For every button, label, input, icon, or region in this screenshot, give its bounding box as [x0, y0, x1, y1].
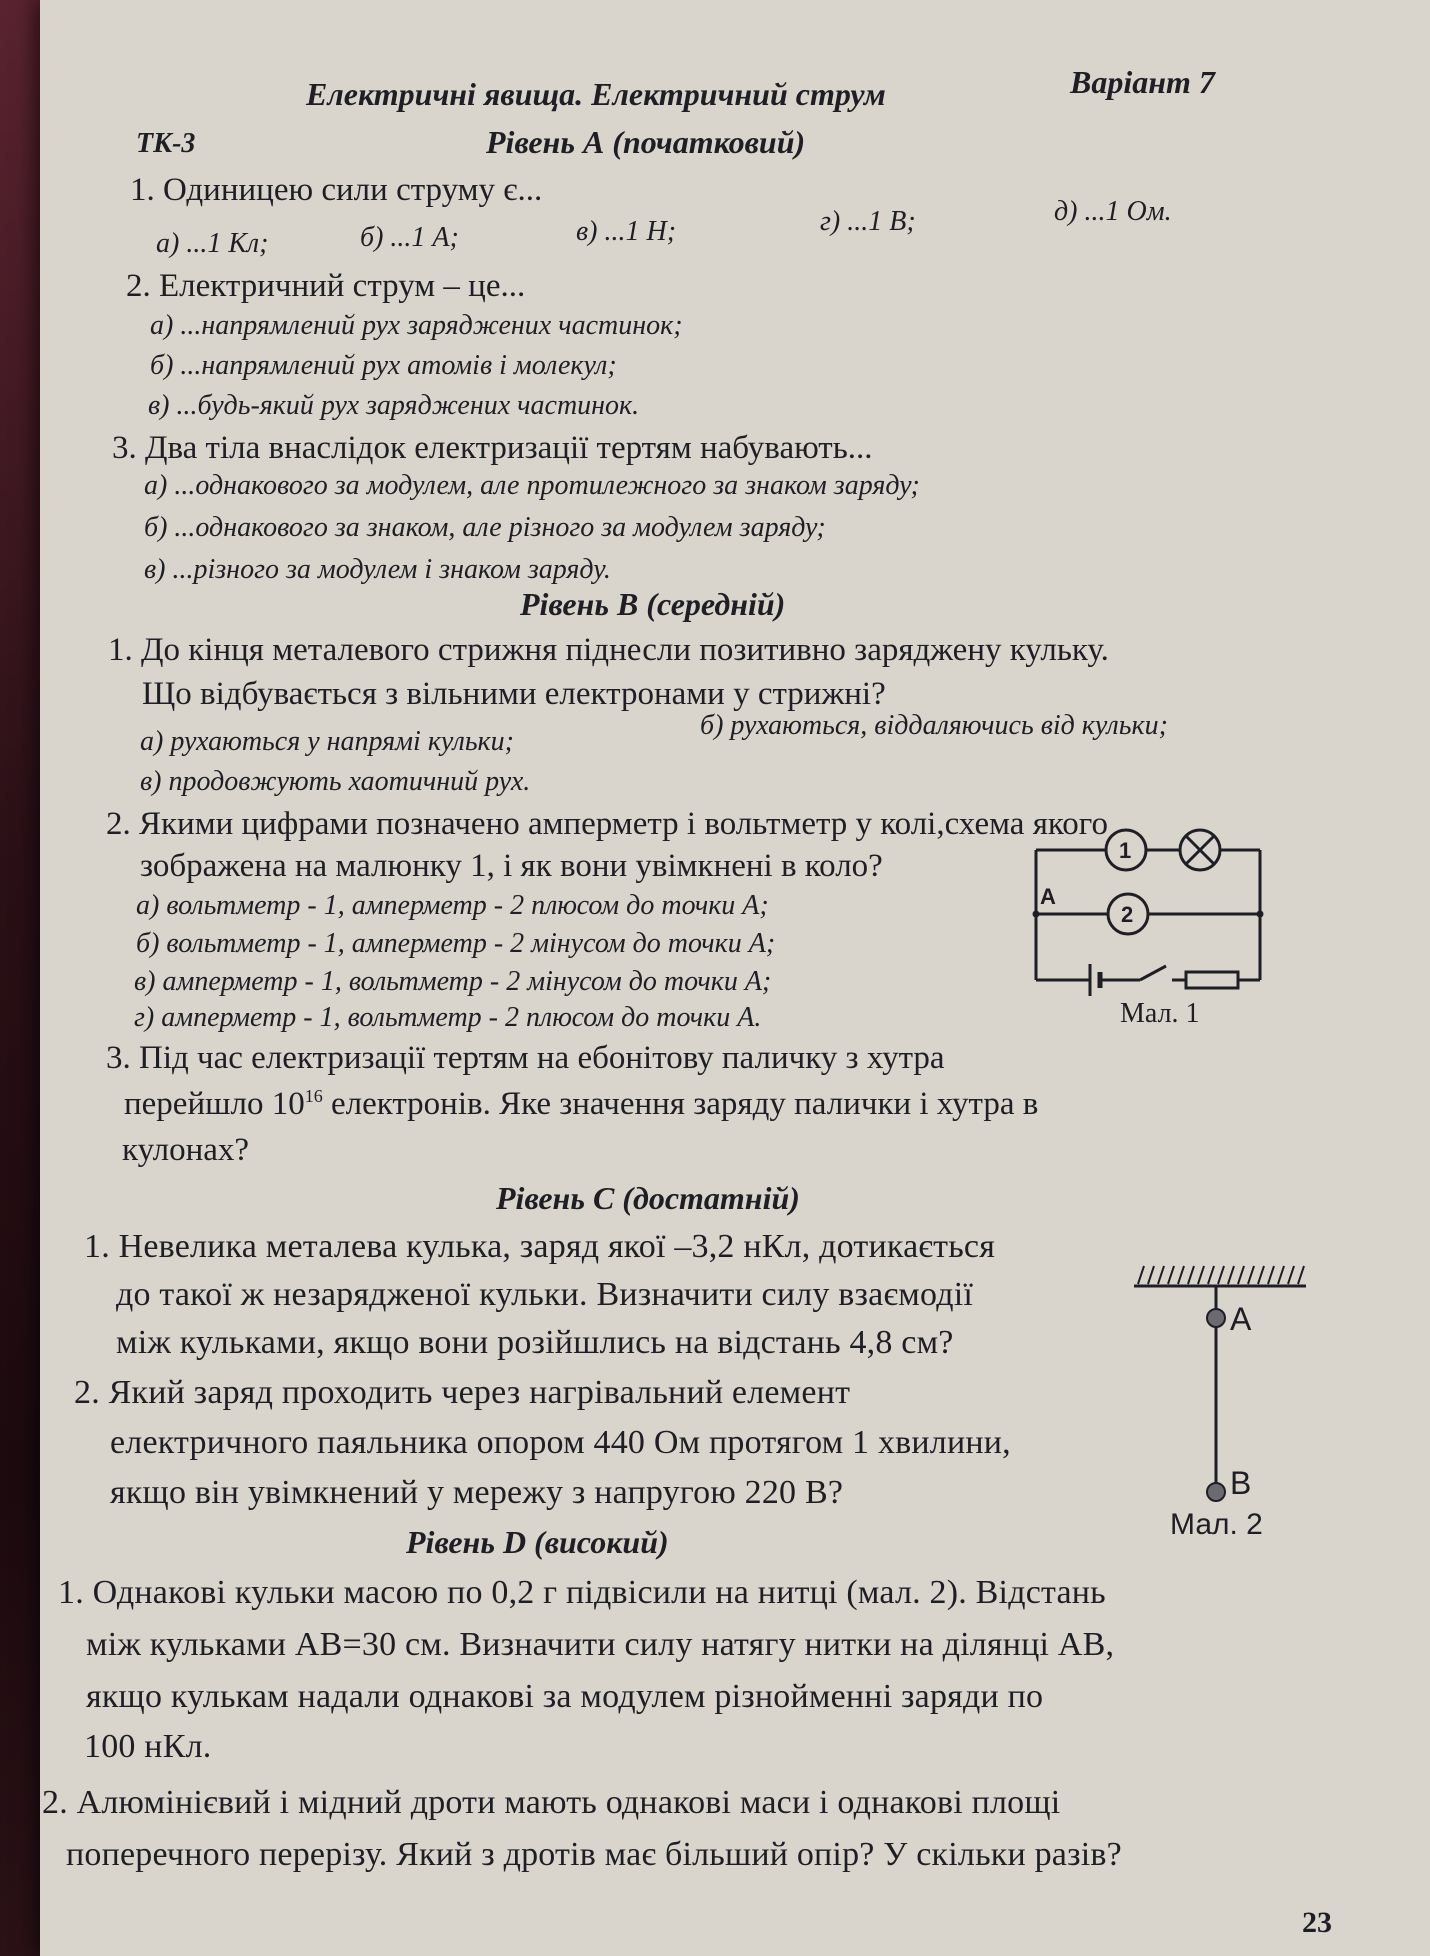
- level-b-q2-option-b: б) вольтметр - 1, амперметр - 2 мінусом до точки А;: [136, 928, 776, 959]
- meter-2-label: 2: [1121, 902, 1134, 927]
- textbook-page: [40, 0, 1430, 1956]
- level-d-q2-line-1: 2. Алюмінієвий і мідний дроти мають однакові маси і однакові площі: [42, 1784, 1061, 1821]
- level-d-q1-line-1: 1. Однакові кульки масою по 0,2 г підвісили на нитці (мал. 2). Відстань: [58, 1574, 1106, 1611]
- switch-icon: [1140, 966, 1166, 980]
- level-d-title: Рівень D (високий): [406, 1524, 669, 1560]
- level-d-q1-line-2: між кульками АВ=30 см. Визначити силу натягу нитки на ділянці АВ,: [86, 1626, 1115, 1663]
- point-a-label: A: [1040, 884, 1056, 909]
- level-b-title: Рівень В (середній): [520, 586, 786, 622]
- ball-a: [1207, 1309, 1225, 1327]
- topic-title: Електричні явища. Електричний струм: [306, 76, 886, 112]
- level-b-q2-option-d: г) амперметр - 1, вольтметр - 2 плюсом до точки А.: [134, 1002, 762, 1033]
- level-c-q1-line-3: між кульками, якщо вони розійшлись на відстань 4,8 см?: [116, 1324, 954, 1361]
- level-a-q1-option-c: в) ...1 Н;: [576, 216, 677, 247]
- level-c-title: Рівень С (достатній): [496, 1180, 800, 1216]
- resistor-icon: [1186, 972, 1238, 988]
- page-number: 23: [1302, 1906, 1332, 1939]
- level-b-q2-line-1: 2. Якими цифрами позначено амперметр і вольтметр у колі,схема якого: [106, 806, 1108, 842]
- figure-2-caption: Мал. 2: [1170, 1508, 1263, 1541]
- level-a-q2-option-b: б) ...напрямлений рух атомів і молекул;: [150, 350, 617, 381]
- level-a-question-2: 2. Електричний струм – це...: [126, 268, 526, 304]
- level-b-q2-line-2: зображена на малюнку 1, і як вони увімкнені в коло?: [140, 848, 883, 884]
- level-d-q1-line-3: якщо кулькам надали однакові за модулем різнойменні заряди по: [86, 1678, 1044, 1715]
- level-b-q1-line-1: 1. До кінця металевого стрижня піднесли позитивно заряджену кульку.: [108, 632, 1109, 668]
- figure-1-caption: Мал. 1: [1120, 998, 1200, 1029]
- hanging-balls-diagram: [1128, 1256, 1328, 1506]
- level-d-q2-line-2: поперечного перерізу. Який з дротів має більший опір? У скільки разів?: [66, 1836, 1122, 1873]
- level-b-q1-option-b: б) рухаються, віддаляючись від кульки;: [700, 710, 1168, 741]
- level-a-q2-option-c: в) ...будь-який рух заряджених частинок.: [148, 390, 640, 421]
- level-b-q3-line-1: 3. Під час електризації тертям на ебонітову паличку з хутра: [106, 1040, 945, 1076]
- level-a-q3-option-a: а) ...однакового за модулем, але протилежного за знаком заряду;: [144, 470, 920, 501]
- level-a-question-1: 1. Одиницею сили струму є...: [130, 172, 543, 208]
- level-b-q1-option-c: в) продовжують хаотичний рух.: [140, 766, 531, 797]
- level-a-q1-option-a: а) ...1 Кл;: [156, 228, 269, 259]
- level-c-q2-line-3: якщо він увімкнений у мережу з напругою 220 В?: [110, 1474, 844, 1511]
- level-a-q3-option-c: в) ...різного за модулем і знаком заряду.: [144, 554, 611, 585]
- level-b-q3-line-3: кулонах?: [122, 1132, 250, 1168]
- meter-1-label: 1: [1119, 838, 1132, 863]
- level-a-q2-option-a: а) ...напрямлений рух заряджених частинок;: [150, 310, 683, 341]
- level-a-q3-option-b: б) ...однакового за знаком, але різного за модулем заряду;: [144, 512, 826, 543]
- point-a-node: [1033, 911, 1040, 918]
- level-b-q2-option-a: а) вольтметр - 1, амперметр - 2 плюсом до точки А;: [136, 890, 769, 921]
- ball-b-label: B: [1230, 1465, 1252, 1501]
- level-a-title: Рівень А (початковий): [486, 124, 806, 160]
- level-b-q1-option-a: а) рухаються у напрямі кульки;: [140, 726, 514, 757]
- level-c-q2-line-1: 2. Який заряд проходить через нагрівальний елемент: [74, 1374, 851, 1411]
- level-a-q1-option-b: б) ...1 А;: [360, 222, 459, 253]
- level-c-q1-line-1: 1. Невелика металева кулька, заряд якої –3,2 нКл, дотикається: [84, 1228, 996, 1265]
- level-b-q1-line-2: Що відбувається з вільними електронами у стрижні?: [142, 676, 886, 712]
- test-code: ТК-3: [136, 128, 196, 159]
- variant-label: Варіант 7: [1070, 64, 1215, 100]
- level-a-question-3: 3. Два тіла внаслідок електризації тертям набувають...: [112, 430, 873, 466]
- level-c-q2-line-2: електричного паяльника опором 440 Ом протягом 1 хвилини,: [110, 1424, 1011, 1461]
- level-c-q1-line-2: до такої ж незарядженої кульки. Визначити силу взаємодії: [116, 1276, 973, 1313]
- level-d-q1-line-4: 100 нКл.: [84, 1728, 212, 1765]
- ball-b: [1207, 1483, 1225, 1501]
- ceiling-hatching: [1138, 1266, 1304, 1284]
- level-b-q2-option-c: в) амперметр - 1, вольтметр - 2 мінусом до точки А;: [134, 966, 772, 997]
- level-a-q1-option-e: д) ...1 Ом.: [1054, 196, 1172, 227]
- level-b-q3-line-2: перейшло $10^{16}$ електронів. Яке значення заряду палички і хутра в: [124, 1086, 1039, 1122]
- level-a-q1-option-d: г) ...1 В;: [820, 206, 916, 237]
- ball-a-label: A: [1230, 1301, 1252, 1337]
